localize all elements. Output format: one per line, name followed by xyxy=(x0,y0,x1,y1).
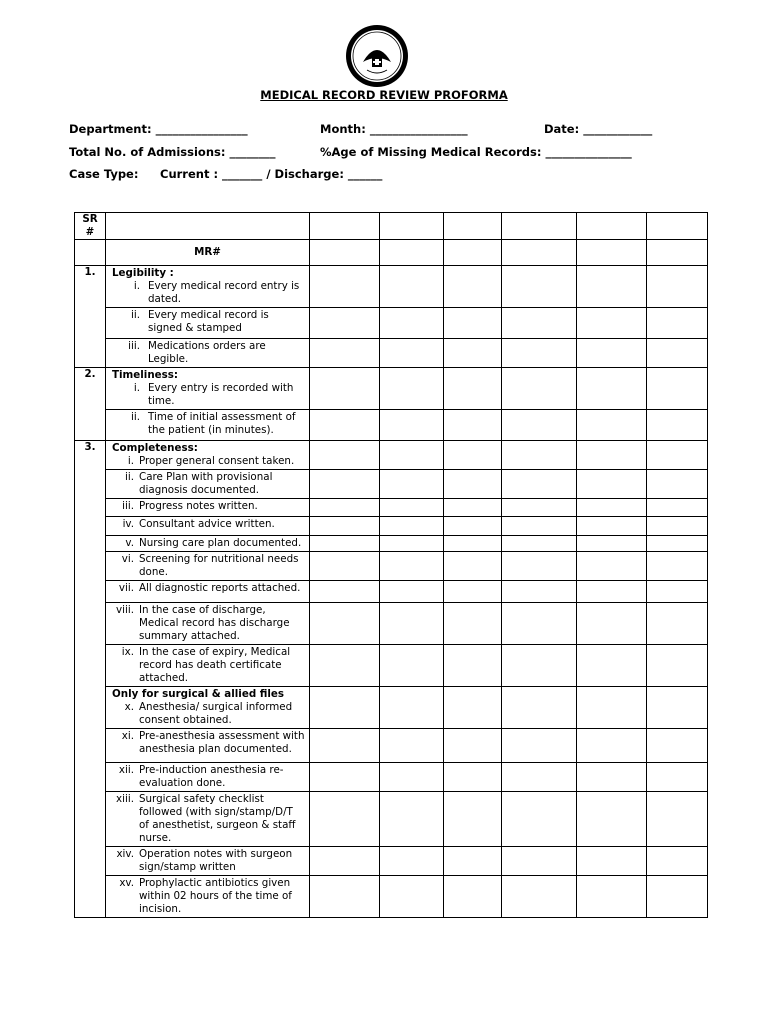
item-number: ii. xyxy=(125,471,134,483)
item-number: xiv. xyxy=(116,848,134,860)
entry-cell[interactable] xyxy=(647,368,708,410)
table-row xyxy=(75,687,708,729)
entry-cell[interactable] xyxy=(444,552,502,581)
entry-cell[interactable] xyxy=(502,876,577,918)
table-row xyxy=(75,536,708,552)
entry-cell[interactable] xyxy=(380,645,444,687)
entry-cell[interactable] xyxy=(502,499,577,517)
item-number: v. xyxy=(125,537,134,549)
case-type-field[interactable]: Current : _______ / Discharge: ______ xyxy=(160,167,383,181)
entry-cell[interactable] xyxy=(647,517,708,536)
department-field[interactable]: Department: ________________ xyxy=(69,122,248,136)
entry-cell[interactable] xyxy=(444,645,502,687)
entry-cell[interactable] xyxy=(502,368,577,410)
entry-cell[interactable] xyxy=(577,266,647,308)
criterion-cell xyxy=(106,410,310,441)
entry-cell[interactable] xyxy=(444,499,502,517)
item-number: iii. xyxy=(128,340,140,352)
item-text: Consultant advice written. xyxy=(139,518,275,530)
entry-cell[interactable] xyxy=(502,213,577,240)
item-number: i. xyxy=(133,280,140,292)
entry-cell[interactable] xyxy=(502,240,577,266)
entry-cell[interactable] xyxy=(647,308,708,339)
table-row xyxy=(75,729,708,763)
item-number: xiii. xyxy=(116,793,134,805)
entry-cell[interactable] xyxy=(577,687,647,729)
criterion-cell xyxy=(106,517,310,536)
entry-cell[interactable] xyxy=(502,470,577,499)
entry-cell[interactable] xyxy=(577,368,647,410)
section-number: 3. xyxy=(75,441,106,918)
entry-cell[interactable] xyxy=(310,441,380,470)
entry-cell[interactable] xyxy=(577,240,647,266)
entry-cell[interactable] xyxy=(310,792,380,847)
entry-cell[interactable] xyxy=(310,470,380,499)
item-number: xii. xyxy=(118,764,134,776)
entry-cell[interactable] xyxy=(310,410,380,441)
criterion-cell xyxy=(106,876,310,918)
entry-cell[interactable] xyxy=(502,266,577,308)
item-number: vii. xyxy=(118,582,134,594)
entry-cell[interactable] xyxy=(502,645,577,687)
table-row xyxy=(75,499,708,517)
item-text: Surgical safety checklist followed (with sign/stamp/D/T of anesthetist, surgeon & staff nurse. xyxy=(139,793,296,844)
entry-cell[interactable] xyxy=(310,308,380,339)
table-row xyxy=(75,266,708,308)
criterion-cell xyxy=(106,339,310,368)
item-text: In the case of expiry, Medical record has death certificate attached. xyxy=(139,646,291,684)
section-number: 2. xyxy=(75,368,106,441)
table-row xyxy=(75,470,708,499)
entry-cell[interactable] xyxy=(380,441,444,470)
entry-cell[interactable] xyxy=(577,552,647,581)
entry-cell[interactable] xyxy=(647,213,708,240)
entry-cell[interactable] xyxy=(647,499,708,517)
entry-cell[interactable] xyxy=(310,499,380,517)
criterion-cell xyxy=(106,368,310,410)
review-table xyxy=(74,212,708,918)
table-header-row xyxy=(75,213,708,240)
date-field[interactable]: Date: ____________ xyxy=(544,122,653,136)
entry-cell[interactable] xyxy=(444,266,502,308)
entry-cell[interactable] xyxy=(502,603,577,645)
item-number: ii. xyxy=(131,309,140,321)
missing-records-field[interactable]: %Age of Missing Medical Records: _______________ xyxy=(320,145,632,159)
item-number: iv. xyxy=(122,518,134,530)
mr-header: MR# xyxy=(106,240,310,266)
entry-cell[interactable] xyxy=(444,410,502,441)
entry-cell[interactable] xyxy=(647,441,708,470)
table-row xyxy=(75,368,708,410)
entry-cell[interactable] xyxy=(444,441,502,470)
section-title: Completeness: xyxy=(112,442,198,454)
entry-cell[interactable] xyxy=(647,645,708,687)
item-number: x. xyxy=(124,701,134,713)
entry-cell[interactable] xyxy=(444,517,502,536)
entry-cell[interactable] xyxy=(380,536,444,552)
entry-cell[interactable] xyxy=(380,603,444,645)
entry-cell[interactable] xyxy=(444,763,502,792)
item-text: Medications orders are Legible. xyxy=(148,340,266,365)
entry-cell[interactable] xyxy=(380,581,444,603)
item-text: Every medical record entry is dated. xyxy=(148,280,300,305)
entry-cell[interactable] xyxy=(577,729,647,763)
sr-header: SR # xyxy=(75,213,106,240)
item-text: Every medical record is signed & stamped xyxy=(148,309,269,334)
criterion-cell xyxy=(106,266,310,308)
entry-cell[interactable] xyxy=(577,792,647,847)
item-text: Pre-anesthesia assessment with anesthesia plan documented. xyxy=(139,730,305,755)
entry-cell[interactable] xyxy=(647,470,708,499)
entry-cell[interactable] xyxy=(310,266,380,308)
item-text: All diagnostic reports attached. xyxy=(139,582,301,594)
item-number: xv. xyxy=(119,877,134,889)
month-field[interactable]: Month: _________________ xyxy=(320,122,468,136)
entry-cell[interactable] xyxy=(310,763,380,792)
entry-cell[interactable] xyxy=(647,792,708,847)
entry-cell[interactable] xyxy=(310,536,380,552)
item-text: Proper general consent taken. xyxy=(139,455,295,467)
entry-cell[interactable] xyxy=(647,876,708,918)
entry-cell[interactable] xyxy=(444,536,502,552)
entry-cell[interactable] xyxy=(647,240,708,266)
table-row xyxy=(75,792,708,847)
item-number: ii. xyxy=(131,411,140,423)
table-row xyxy=(75,308,708,339)
entry-cell[interactable] xyxy=(502,792,577,847)
entry-cell[interactable] xyxy=(502,308,577,339)
section-title: Legibility : xyxy=(112,267,174,279)
table-row xyxy=(75,763,708,792)
entry-cell[interactable] xyxy=(444,470,502,499)
criterion-cell xyxy=(106,763,310,792)
entry-cell[interactable] xyxy=(380,729,444,763)
entry-cell[interactable] xyxy=(577,603,647,645)
item-text: Screening for nutritional needs done. xyxy=(139,553,299,578)
entry-cell[interactable] xyxy=(380,266,444,308)
criterion-cell xyxy=(106,581,310,603)
item-text: Pre-induction anesthesia re-evaluation done. xyxy=(139,764,284,789)
entry-cell[interactable] xyxy=(577,645,647,687)
item-number: ix. xyxy=(121,646,134,658)
item-text: Nursing care plan documented. xyxy=(139,537,302,549)
entry-cell[interactable] xyxy=(310,847,380,876)
item-text: Every entry is recorded with time. xyxy=(148,382,294,407)
mr-row xyxy=(75,240,708,266)
item-number: i. xyxy=(127,455,134,467)
entry-cell[interactable] xyxy=(577,410,647,441)
section-number: 1. xyxy=(75,266,106,368)
entry-cell[interactable] xyxy=(647,581,708,603)
entry-cell[interactable] xyxy=(444,876,502,918)
subsection-title: Only for surgical & allied files xyxy=(112,688,285,700)
entry-cell[interactable] xyxy=(444,240,502,266)
entry-cell[interactable] xyxy=(647,603,708,645)
entry-cell[interactable] xyxy=(577,536,647,552)
entry-cell[interactable] xyxy=(647,339,708,368)
entry-cell[interactable] xyxy=(380,470,444,499)
item-text: Progress notes written. xyxy=(139,500,258,512)
entry-cell[interactable] xyxy=(310,581,380,603)
item-text: Operation notes with surgeon sign/stamp written xyxy=(139,848,293,873)
entry-cell[interactable] xyxy=(444,792,502,847)
entry-cell[interactable] xyxy=(502,517,577,536)
item-text: Prophylactic antibiotics given within 02 hours of the time of incision. xyxy=(139,877,292,915)
entry-cell[interactable] xyxy=(380,240,444,266)
entry-cell[interactable] xyxy=(310,729,380,763)
criterion-cell xyxy=(106,536,310,552)
entry-cell[interactable] xyxy=(577,517,647,536)
entry-cell[interactable] xyxy=(380,763,444,792)
entry-cell[interactable] xyxy=(577,470,647,499)
entry-cell[interactable] xyxy=(380,499,444,517)
entry-cell[interactable] xyxy=(502,763,577,792)
entry-cell[interactable] xyxy=(310,339,380,368)
entry-cell[interactable] xyxy=(380,792,444,847)
entry-cell[interactable] xyxy=(647,729,708,763)
case-type-label: Case Type: xyxy=(69,167,139,181)
entry-cell[interactable] xyxy=(647,536,708,552)
criterion-cell xyxy=(106,645,310,687)
table-row xyxy=(75,517,708,536)
criterion-cell xyxy=(106,687,310,729)
entry-cell[interactable] xyxy=(647,687,708,729)
item-text: In the case of discharge, Medical record has discharge summary attached. xyxy=(139,604,290,642)
criterion-cell xyxy=(106,552,310,581)
entry-cell[interactable] xyxy=(444,729,502,763)
table-row xyxy=(75,581,708,603)
entry-cell[interactable] xyxy=(577,581,647,603)
criterion-cell xyxy=(106,847,310,876)
entry-cell[interactable] xyxy=(577,213,647,240)
entry-cell[interactable] xyxy=(647,552,708,581)
entry-cell[interactable] xyxy=(444,847,502,876)
page-title: MEDICAL RECORD REVIEW PROFORMA xyxy=(260,88,508,102)
criterion-cell xyxy=(106,308,310,339)
entry-cell[interactable] xyxy=(502,687,577,729)
table-row xyxy=(75,847,708,876)
entry-cell[interactable] xyxy=(502,552,577,581)
entry-cell[interactable] xyxy=(577,499,647,517)
table-row xyxy=(75,603,708,645)
entry-cell[interactable] xyxy=(444,368,502,410)
entry-cell[interactable] xyxy=(502,339,577,368)
entry-cell[interactable] xyxy=(444,581,502,603)
item-number: vi. xyxy=(121,553,134,565)
entry-cell[interactable] xyxy=(380,847,444,876)
entry-cell[interactable] xyxy=(444,213,502,240)
entry-cell[interactable] xyxy=(577,441,647,470)
entry-cell[interactable] xyxy=(577,763,647,792)
entry-cell[interactable] xyxy=(310,645,380,687)
table-row xyxy=(75,339,708,368)
entry-cell[interactable] xyxy=(310,213,380,240)
entry-cell[interactable] xyxy=(647,266,708,308)
table-row xyxy=(75,876,708,918)
entry-cell[interactable] xyxy=(310,517,380,536)
entry-cell[interactable] xyxy=(380,339,444,368)
entry-cell[interactable] xyxy=(444,339,502,368)
table-row xyxy=(75,410,708,441)
entry-cell[interactable] xyxy=(577,339,647,368)
entry-cell[interactable] xyxy=(380,517,444,536)
item-number: viii. xyxy=(116,604,134,616)
table-row xyxy=(75,645,708,687)
entry-cell[interactable] xyxy=(380,368,444,410)
entry-cell[interactable] xyxy=(502,410,577,441)
item-number: iii. xyxy=(122,500,134,512)
item-number: i. xyxy=(133,382,140,394)
entry-cell[interactable] xyxy=(577,876,647,918)
entry-cell[interactable] xyxy=(502,536,577,552)
entry-cell[interactable] xyxy=(380,308,444,339)
entry-cell[interactable] xyxy=(380,552,444,581)
entry-cell[interactable] xyxy=(380,410,444,441)
section-title: Timeliness: xyxy=(112,369,179,381)
criterion-cell xyxy=(106,441,310,470)
entry-cell[interactable] xyxy=(444,308,502,339)
criterion-cell xyxy=(106,470,310,499)
entry-cell[interactable] xyxy=(502,847,577,876)
entry-cell[interactable] xyxy=(577,847,647,876)
entry-cell[interactable] xyxy=(380,687,444,729)
table-row xyxy=(75,441,708,470)
entry-cell[interactable] xyxy=(310,552,380,581)
entry-cell[interactable] xyxy=(647,410,708,441)
criterion-cell xyxy=(106,499,310,517)
entry-cell[interactable] xyxy=(310,603,380,645)
entry-cell[interactable] xyxy=(502,441,577,470)
table-row xyxy=(75,552,708,581)
entry-cell[interactable] xyxy=(380,213,444,240)
entry-cell[interactable] xyxy=(502,729,577,763)
entry-cell[interactable] xyxy=(310,687,380,729)
entry-cell[interactable] xyxy=(577,308,647,339)
entry-cell[interactable] xyxy=(647,763,708,792)
item-text: Time of initial assessment of the patient (in minutes). xyxy=(148,411,296,436)
criterion-cell xyxy=(106,729,310,763)
entry-cell[interactable] xyxy=(310,368,380,410)
admissions-field[interactable]: Total No. of Admissions: ________ xyxy=(69,145,276,159)
entry-cell[interactable] xyxy=(444,603,502,645)
entry-cell[interactable] xyxy=(647,847,708,876)
item-text: Anesthesia/ surgical informed consent obtained. xyxy=(139,701,293,726)
entry-cell[interactable] xyxy=(310,876,380,918)
entry-cell[interactable] xyxy=(444,687,502,729)
entry-cell[interactable] xyxy=(310,240,380,266)
entry-cell[interactable] xyxy=(380,876,444,918)
criterion-cell xyxy=(106,792,310,847)
item-number: xi. xyxy=(121,730,134,742)
criterion-cell xyxy=(106,603,310,645)
hospital-logo xyxy=(345,24,409,88)
item-text: Care Plan with provisional diagnosis documented. xyxy=(139,471,273,496)
entry-cell[interactable] xyxy=(502,581,577,603)
